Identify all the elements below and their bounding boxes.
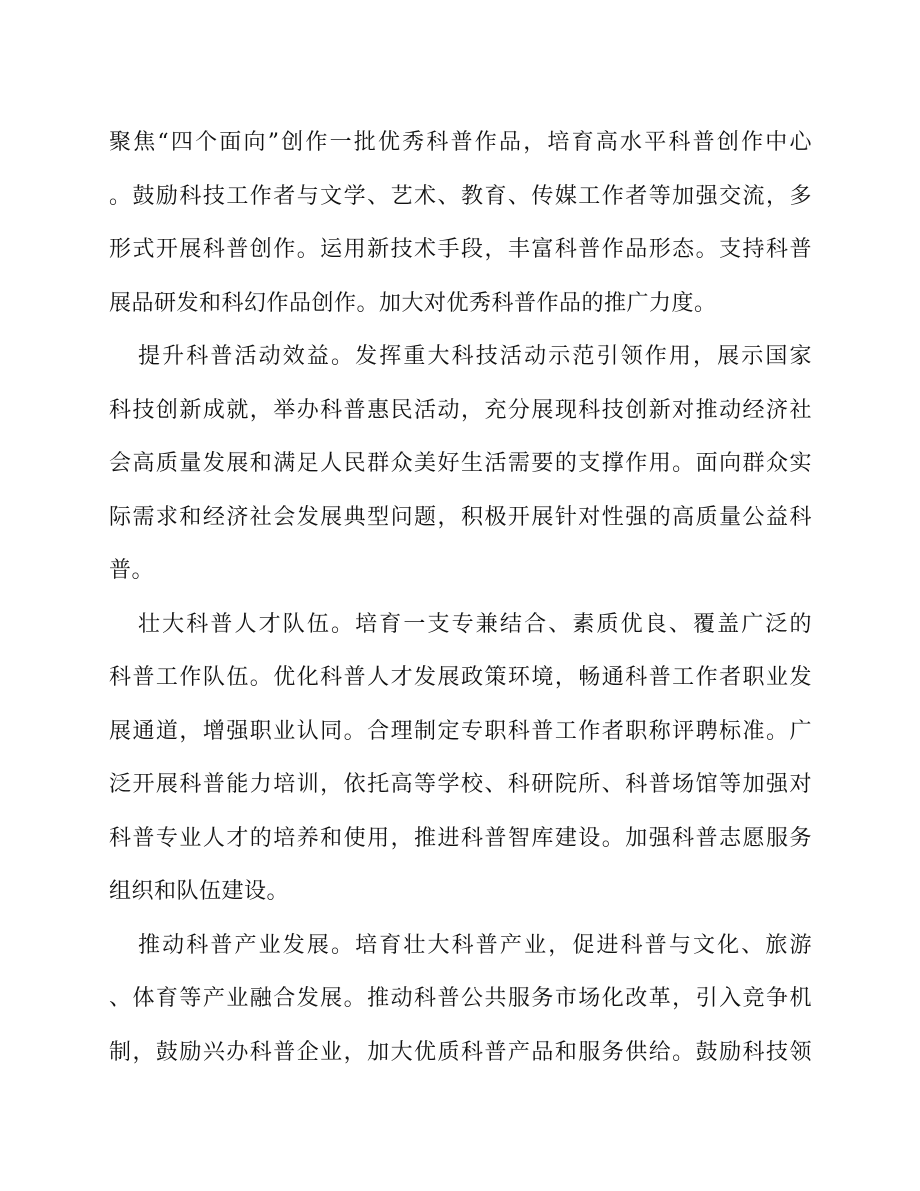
text-line: 展通道，增强职业认同。合理制定专职科普工作者职称评聘标准。广 — [109, 718, 812, 744]
text-line: 组织和队伍建设。 — [109, 879, 290, 904]
text-line: 展品研发和科幻作品创作。加大对优秀科普作品的推广力度。 — [109, 290, 717, 316]
paragraph-industry — [109, 919, 812, 1080]
text-line: 泛开展科普能力培训，依托高等学校、科研院所、科普场馆等加强对 — [109, 772, 812, 797]
text-line: 科技创新成就，举办科普惠民活动，充分展现科技创新对推动经济社 — [109, 397, 812, 423]
text-line: 推动科普产业发展。培育壮大科普产业，促进科普与文化、旅游 — [138, 932, 812, 958]
text-line: 。鼓励科技工作者与文学、艺术、教育、传媒工作者等加强交流，多 — [109, 183, 812, 209]
text-line: 会高质量发展和满足人民群众美好生活需要的支撑作用。面向群众实 — [109, 451, 812, 476]
text-line: 提升科普活动效益。发挥重大科技活动示范引领作用，展示国家 — [138, 344, 812, 369]
paragraph-creation — [109, 116, 812, 330]
text-line: 壮大科普人才队伍。培育一支专兼结合、素质优良、覆盖广泛的 — [138, 611, 812, 637]
text-line: 际需求和经济社会发展典型问题，积极开展针对性强的高质量公益科 — [109, 504, 812, 530]
text-line: 普。 — [109, 558, 155, 583]
text-line: 科普专业人才的培养和使用，推进科普智库建设。加强科普志愿服务 — [109, 825, 812, 851]
text-line: 聚焦“四个面向”创作一批优秀科普作品，培育高水平科普创作中心 — [109, 130, 812, 155]
document-body — [109, 116, 812, 1079]
paragraph-activities — [109, 330, 812, 598]
text-line: 科普工作队伍。优化科普人才发展政策环境，畅通科普工作者职业发 — [109, 665, 812, 690]
text-line: 、体育等产业融合发展。推动科普公共服务市场化改革，引入竞争机 — [109, 986, 812, 1011]
paragraph-talent — [109, 598, 812, 919]
text-line: 形式开展科普创作。运用新技术手段，丰富科普作品形态。支持科普 — [109, 237, 812, 262]
text-line: 制，鼓励兴办科普企业，加大优质科普产品和服务供给。鼓励科技领 — [109, 1039, 812, 1065]
